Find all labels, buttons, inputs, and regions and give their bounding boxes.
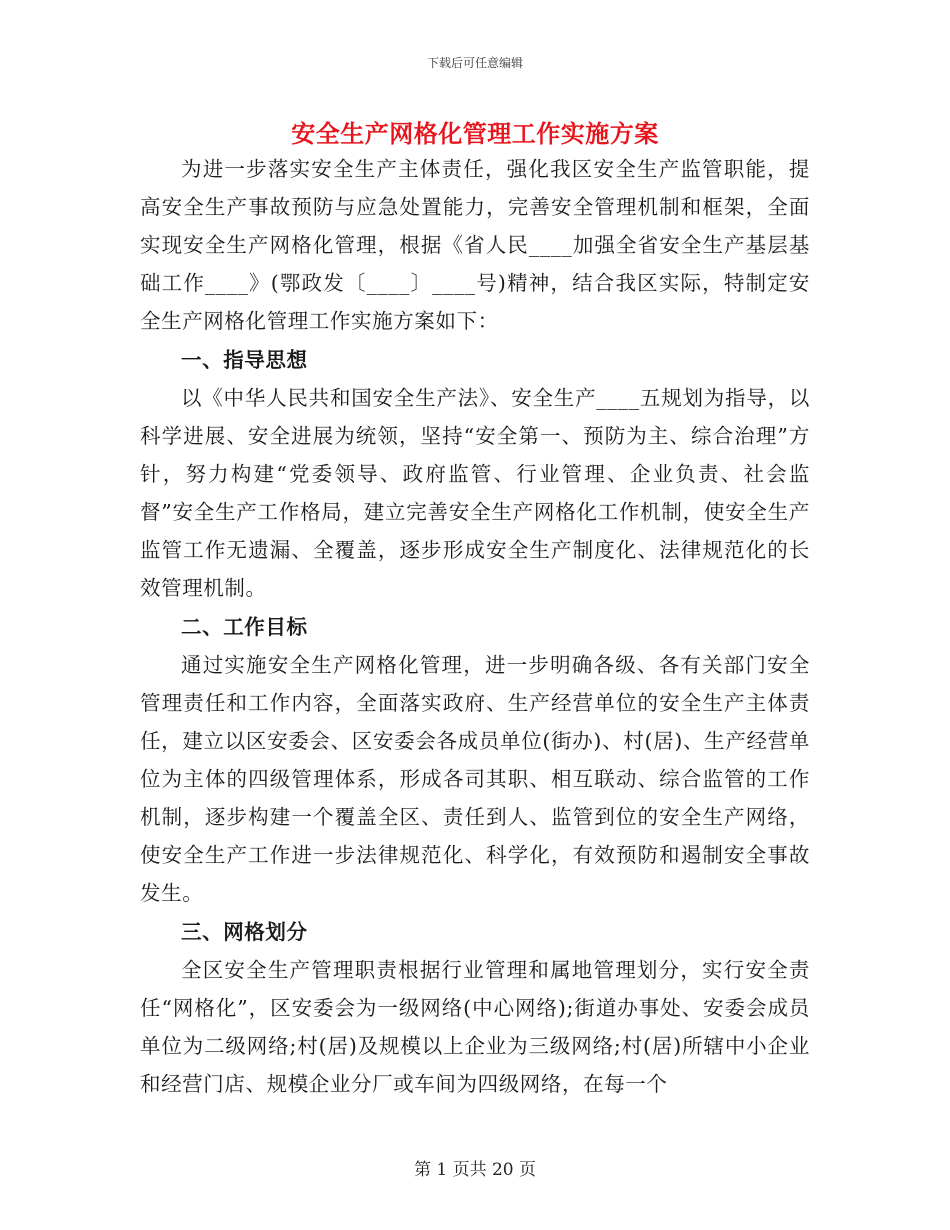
section-heading: 二、工作目标 [181,615,308,639]
section-paragraph: 通过实施安全生产网格化管理，进一步明确各级、各有关部门安全管理责任和工作内容，全面落实政府、生产经营单位的安全生产主体责任，建立以区安委会、区安委会各成员单位(街办)、村(居)、生产经营单位为主体的四级管理体系，形成各司其职、相互联动、综合监管的工作机制，逐步构建一个覆盖全区、责任到人、监管到位的安全生产网络，使安全生产工作进一步法律规范化、科学化，有效预防和遏制安全事故发生。 [140,653,810,905]
section-paragraph: 全区安全生产管理职责根据行业管理和属地管理划分，实行安全责任“网格化”，区安委会为一级网络(中心网络);街道办事处、安委会成员单位为二级网络;村(居)及规模以上企业为三级网络;村(居)所辖中小企业和经营门店、规模企业分厂或车间为四级网络，在每一个 [140,958,810,1096]
section-heading: 三、网格划分 [181,920,308,944]
page-footer: 第 1 页共 20 页 [413,1160,537,1180]
section-grid-division [140,912,810,1103]
section-guiding-ideology [140,340,810,607]
intro-paragraph: 为进一步落实安全生产主体责任，强化我区安全生产监管职能，提高安全生产事故预防与应急处置能力，完善安全管理机制和框架，全面实现安全生产网格化管理，根据《省人民____加强全省安全生产基层基础工作____》(鄂政发〔____〕____号)精神，结合我区实际，特制定安全生产网格化管理工作实施方案如下： [140,157,810,333]
section-paragraph: 以《中华人民共和国安全生产法》、安全生产____五规划为指导，以科学进展、安全进展为统领，坚持“安全第一、预防为主、综合治理”方针，努力构建“党委领导、政府监管、行业管理、企业负责、社会监督”安全生产工作格局，建立完善安全生产网格化工作机制，使安全生产监管工作无遗漏、全覆盖，逐步形成安全生产制度化、法律规范化的长效管理机制。 [140,386,810,600]
page-header: 下载后可任意编辑 [426,56,523,70]
section-heading: 一、指导思想 [181,348,308,372]
section-work-goals [140,607,810,912]
document-body [140,150,810,1103]
document-title: 安全生产网格化管理工作实施方案 [291,119,659,148]
